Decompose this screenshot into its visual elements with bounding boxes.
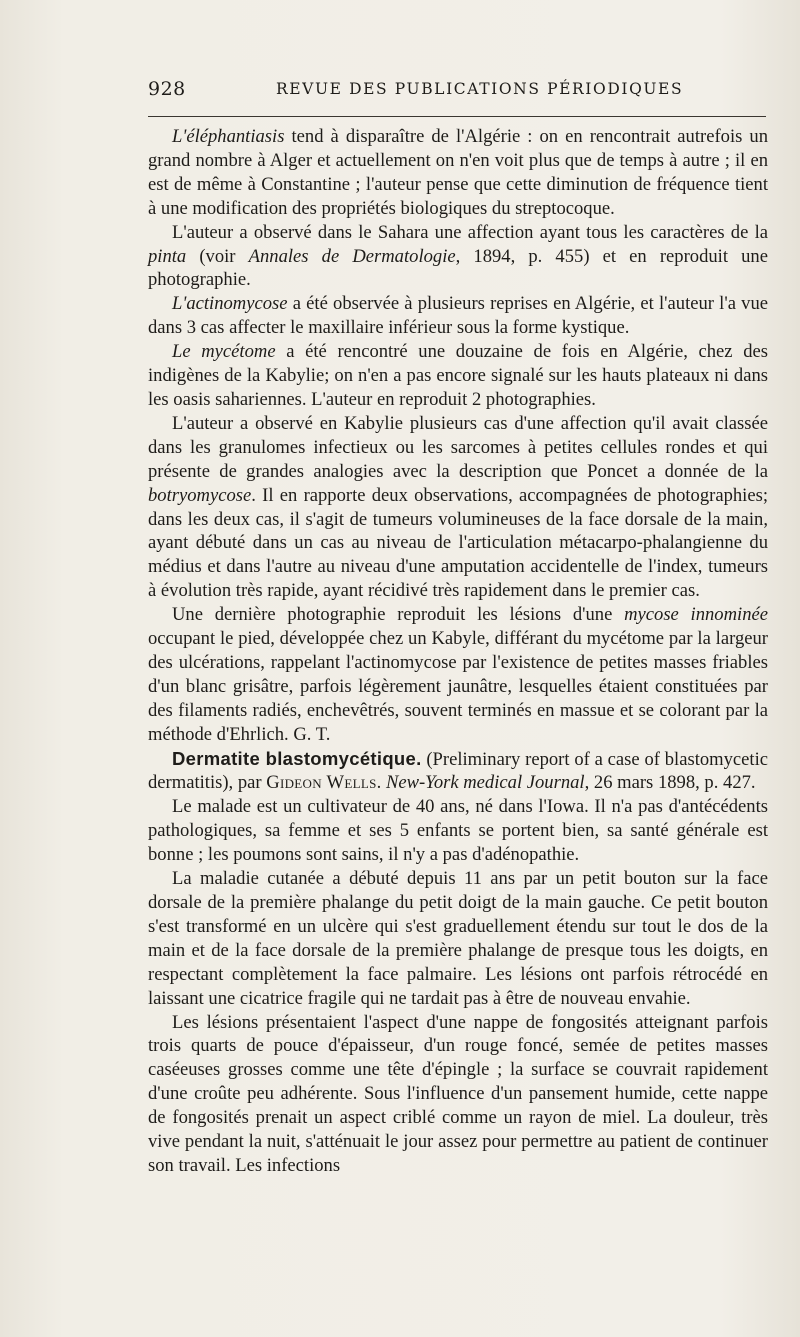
paragraph-text-span: a été observée à plusieurs reprises en Algérie, et l'auteur l'a vue dans 3 cas affecter le maxillaire inférieur sous la forme kystique. <box>148 293 768 339</box>
paragraph-p2 <box>148 221 768 293</box>
paragraph-p10 <box>148 1011 768 1178</box>
paragraph-text-span: a été rencontré une douzaine de fois en Algérie, chez des indigènes de la Kabylie; on n'en a pas encore signalé sur les hauts plateaux ni dans les oasis sahariennes. L'auteur en reproduit 2 photographies. <box>148 341 768 410</box>
paragraph-text-span: L'auteur a observé en Kabylie plusieurs cas d'une affection qu'il avait classée dans les granulomes infectieux ou les sarcomes à petites cellules rondes et qui présente de grandes analogies avec la description que Poncet a donnée de la <box>148 412 768 482</box>
page-number: 928 <box>148 78 186 100</box>
paragraph-text-span: tend à disparaître de l'Algérie : on en rencontrait autrefois un grand nombre à Alger et actuellement on n'en voit plus que de temps à autre ; il en est de même à Constantine ; l'auteur pense que cette diminution de fréquence tient à une modification des propriétés biologiques du streptocoque. <box>148 126 768 219</box>
paragraph-text-span: , 1894, p. 455) et en reproduit une photographie. <box>148 245 768 291</box>
paragraph-text-span: mycose innominée <box>624 604 768 626</box>
paragraph-p8 <box>148 795 768 867</box>
paragraph-text-span: La maladie cutanée a débuté depuis 11 ans par un petit bouton sur la face dorsale de la première phalange du petit doigt de la main gauche. Ce petit bouton s'est transformé en un ulcère qui s'est graduellement étendu sur tout le dos de la main et de la face dorsale de la première phalange de presque tous les doigts, en respectant complètement la face palmaire. Les lésions ont parfois rétrocédé en laissant une cicatrice fragile qui ne tardait pas à être de nouveau envahie. <box>148 868 768 1009</box>
paragraph-text-span: . Il en rapporte deux observations, accompagnées de photographies; dans les deux cas, il s'agit de tumeurs volumineuses de la face dorsale de la main, ayant débuté dans un cas au niveau de l'articulation métacarpo-phalangienne du médius et dans l'autre au niveau d'une amputation accidentelle de l'index, tumeurs à évolution très rapide, ayant récidivé très rapidement dans le premier cas. <box>148 484 768 602</box>
paragraph-p6 <box>148 603 768 746</box>
paragraph-text-span: occupant le pied, développée chez un Kabyle, différant du mycétome par la largeur des ulcérations, rappelant l'actinomycose par l'existence de petites masses friables d'un blanc grisâtre, parfois légèrement jaunâtre, lesquelles étaient constituées par des filaments radiés, enchevêtrés, souvent terminés en massue et se colorant par la méthode d'Ehrlich. G. T. <box>148 628 768 745</box>
paragraph-text-span: Dermatite blastomycétique. <box>172 747 422 769</box>
paragraph-p9 <box>148 867 768 1010</box>
paragraph-text-span: . <box>376 772 386 794</box>
paragraph-p5 <box>148 412 768 603</box>
body-text <box>148 125 768 1178</box>
paragraph-text-span: Le malade est un cultivateur de 40 ans, né dans l'Iowa. Il n'a pas d'antécédents pathologiques, sa femme et ses 5 enfants se portent bien, sa santé générale est bonne ; les poumons sont sains, il n'y a pas d'adénopathie. <box>148 796 768 866</box>
paragraph-text-span: (Preliminary report of a case of blastomycetic dermatitis), par <box>148 748 769 794</box>
paragraph-text-span: Gideon Wells <box>266 772 377 794</box>
page-header <box>148 74 768 106</box>
header-rule <box>148 116 766 117</box>
paragraph-text-span: botryomycose <box>148 484 252 506</box>
paragraph-text-span: L'éléphantiasis <box>172 126 285 147</box>
paragraph-text-span: Le mycétome <box>172 341 276 363</box>
paragraph-text-span: L'auteur a observé dans le Sahara une affection ayant tous les caractères de la <box>172 221 768 243</box>
paragraph-text-span: (voir <box>186 245 249 267</box>
paragraph-text-span: L'actinomycose <box>172 293 288 315</box>
paragraph-text-span: Une dernière photographie reproduit les lésions d'une <box>172 604 625 626</box>
paragraph-text-span: pinta <box>148 245 187 267</box>
paragraph-p3 <box>148 292 768 340</box>
paragraph-text-span: Annales de Dermatologie <box>248 245 456 267</box>
paragraph-text-span: New-York medical Journal <box>385 772 585 794</box>
paragraph-p4 <box>148 340 768 412</box>
paragraph-text-span: , 26 mars 1898, p. 427. <box>584 772 756 794</box>
running-title: REVUE DES PUBLICATIONS PÉRIODIQUES <box>276 80 684 98</box>
paragraph-text-span: Les lésions présentaient l'aspect d'une nappe de fongosités atteignant parfois trois quarts de pouce d'épaisseur, d'un rouge foncé, semée de petites masses caséeuses grosses comme une tête d'épingle ; la surface se couvrait rapidement d'une croûte peu adhérente. Sous l'influence d'un pansement humide, cette nappe de fongosités prenait un aspect criblé comme un rayon de miel. La douleur, très vive pendant la nuit, s'atténuait le jour assez pour permettre au patient de continuer son travail. Les infections <box>148 1011 768 1176</box>
paragraph-p1 <box>148 125 768 221</box>
paragraph-p7 <box>148 747 768 796</box>
